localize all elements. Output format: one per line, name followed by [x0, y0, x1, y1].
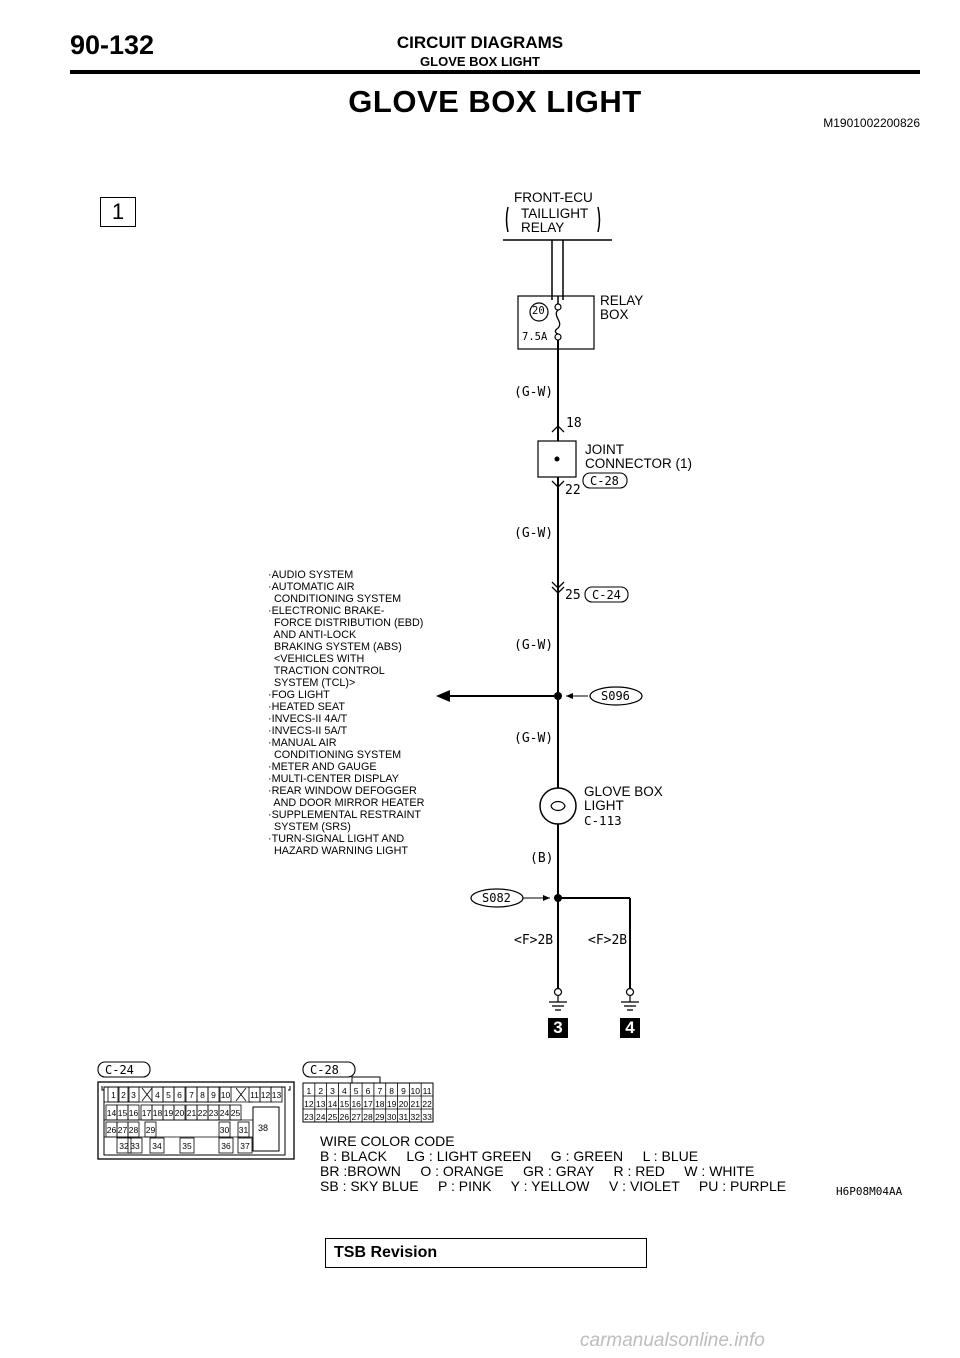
pin-number: 16	[351, 1099, 361, 1109]
wire-color-code-line2: BR :BROWN O : ORANGE GR : GRAY R : RED W : WHITE	[320, 1163, 755, 1179]
source-label-line1: FRONT-ECU	[514, 190, 593, 205]
pin-number: 13	[271, 1090, 282, 1100]
pin-number: 15	[339, 1099, 350, 1109]
wire-color-b: (B)	[530, 851, 554, 866]
system-item: ·MULTI-CENTER DISPLAY	[268, 773, 399, 785]
relay-box-label-line2: BOX	[600, 307, 629, 322]
system-item: ·SUPPLEMENTAL RESTRAINT	[268, 809, 421, 821]
pin-number: 16	[128, 1108, 139, 1118]
system-item: AND DOOR MIRROR HEATER	[268, 797, 425, 809]
pin-number: 29	[145, 1125, 156, 1135]
pin-number: 10	[220, 1090, 231, 1100]
wire-color-gw-3: (G-W)	[514, 638, 554, 653]
load-label-line2: LIGHT	[584, 798, 624, 813]
fuse-number: 20	[532, 305, 545, 317]
pin-number: 25	[327, 1112, 338, 1122]
c24-pin-38: 38	[258, 1123, 269, 1133]
load-label-line1: GLOVE BOX	[584, 784, 663, 799]
joint-pin-in: 18	[566, 416, 582, 431]
system-item: ·ELECTRONIC BRAKE-	[268, 605, 385, 617]
system-item: ·MANUAL AIR	[268, 737, 337, 749]
pin-number: 19	[386, 1099, 397, 1109]
system-item: ·INVECS-II 4A/T	[268, 713, 348, 725]
pin-number: 12	[260, 1090, 271, 1100]
pin-number: 22	[197, 1108, 208, 1118]
system-item: BRAKING SYSTEM (ABS)	[268, 641, 402, 653]
pin-number: 1	[111, 1090, 116, 1100]
fuse-terminal-bottom	[555, 334, 561, 340]
bulb-icon	[540, 788, 576, 824]
system-item: ·HEATED SEAT	[268, 701, 345, 713]
pin-number: 2	[318, 1086, 324, 1096]
pin-number: 26	[106, 1125, 117, 1135]
pin-number: 15	[117, 1108, 128, 1118]
fuse-terminal-top	[555, 304, 561, 310]
wire-color-gw-2: (G-W)	[514, 526, 554, 541]
pin-number: 6	[177, 1090, 182, 1100]
pin-number: 1	[306, 1086, 312, 1096]
joint-connector-dot	[555, 457, 560, 462]
pin-number: 24	[219, 1108, 230, 1118]
c24-pin: 25	[565, 588, 581, 603]
joint-pin-out: 22	[565, 483, 581, 498]
pin-number: 5	[166, 1090, 171, 1100]
pin-number: 18	[375, 1099, 385, 1109]
pin-number: 17	[141, 1108, 152, 1118]
pin-number: 11	[422, 1086, 432, 1096]
c28-view-label: C-28	[310, 1063, 339, 1077]
ground-id-left: 3	[548, 1018, 568, 1038]
system-item: ·AUDIO SYSTEM	[268, 569, 354, 581]
load-connector-ref: C-113	[584, 813, 622, 828]
pin-number: 14	[327, 1099, 338, 1109]
wire-color-gw-4: (G-W)	[514, 731, 554, 746]
pin-number: 29	[375, 1112, 385, 1122]
splice-s096-label: S096	[601, 689, 630, 703]
watermark: carmanualsonline.info	[580, 1330, 765, 1351]
pin-number: 30	[219, 1125, 230, 1135]
system-item: CONDITIONING SYSTEM	[268, 749, 402, 761]
pin-number: 30	[386, 1112, 397, 1122]
system-item: ·METER AND GAUGE	[268, 761, 377, 773]
ground-label-left: <F>2B	[514, 933, 554, 948]
system-item: ·TURN-SIGNAL LIGHT AND	[268, 833, 405, 845]
joint-label-line2: CONNECTOR (1)	[585, 456, 693, 471]
pin-number: 32	[410, 1112, 420, 1122]
pin-number: 8	[200, 1090, 205, 1100]
pin-number: 32	[119, 1141, 129, 1151]
pin-number: 23	[304, 1112, 314, 1122]
pin-number: 19	[163, 1108, 174, 1118]
figure-code: H6P08M04AA	[836, 1185, 903, 1198]
splice-s082-label: S082	[482, 891, 511, 905]
pin-number: 14	[106, 1108, 117, 1118]
pin-number: 7	[189, 1090, 194, 1100]
pin-number: 26	[339, 1112, 350, 1122]
document-code: M1901002200826	[823, 116, 920, 130]
fuse-rating: 7.5A	[522, 331, 548, 343]
system-item: SYSTEM (TCL)>	[268, 677, 356, 689]
pin-number: 28	[128, 1125, 139, 1135]
page-number: 90-132	[70, 30, 155, 60]
pin-number: 9	[211, 1090, 216, 1100]
connected-systems-list	[268, 569, 424, 857]
pin-number: 21	[410, 1099, 420, 1109]
pin-number: 2	[121, 1090, 126, 1100]
c24-view-label: C-24	[105, 1063, 134, 1077]
joint-connector-ref: C-28	[590, 474, 619, 488]
system-item: TRACTION CONTROL	[268, 665, 385, 677]
system-item: ·REAR WINDOW DEFOGGER	[268, 785, 417, 797]
system-item: AND ANTI-LOCK	[268, 629, 357, 641]
tsb-revision-label: TSB Revision	[334, 1244, 438, 1261]
pin-number: 9	[401, 1086, 406, 1096]
pin-number: 23	[208, 1108, 219, 1118]
system-item: ·INVECS-II 5A/T	[268, 725, 348, 737]
pin-number: 27	[351, 1112, 361, 1122]
source-label-line2: TAILLIGHT	[521, 206, 589, 221]
source-bracket-left	[507, 207, 509, 232]
pin-number: 20	[398, 1099, 409, 1109]
pin-number: 21	[186, 1108, 197, 1118]
source-bracket-right	[598, 207, 600, 232]
wire-color-code	[320, 1134, 786, 1194]
c24-connector-ref: C-24	[592, 588, 621, 602]
ground-id-right: 4	[620, 1018, 640, 1038]
branch-arrow-icon	[436, 690, 450, 702]
section-number-box: 1	[100, 197, 136, 227]
pin-number: 3	[330, 1086, 335, 1096]
pin-number: 4	[341, 1086, 347, 1096]
relay-box-label-line1: RELAY	[600, 293, 644, 308]
wire-color-code-line3: SB : SKY BLUE P : PINK Y : YELLOW V : VIOLET PU : PURPLE	[320, 1178, 787, 1194]
system-item: HAZARD WARNING LIGHT	[268, 845, 408, 857]
pin-number: 4	[155, 1090, 160, 1100]
wire-color-code-title: WIRE COLOR CODE	[320, 1133, 455, 1149]
pin-number: 31	[398, 1112, 409, 1122]
pin-number: 37	[240, 1141, 250, 1151]
pin-number: 33	[422, 1112, 432, 1122]
pin-number: 8	[389, 1086, 394, 1096]
pin-number: 11	[250, 1090, 259, 1100]
wire-color-gw-1: (G-W)	[514, 385, 554, 400]
source-label-line3: RELAY	[521, 220, 565, 235]
pin-number: 36	[221, 1141, 231, 1151]
system-item: ·FOG LIGHT	[268, 689, 330, 701]
pin-number: 13	[315, 1099, 326, 1109]
pin-number: 5	[353, 1086, 359, 1096]
section-subtitle: GLOVE BOX LIGHT	[420, 54, 540, 69]
system-item: ·AUTOMATIC AIR	[268, 581, 355, 593]
pin-number: 24	[315, 1112, 326, 1122]
system-item: FORCE DISTRIBUTION (EBD)	[268, 617, 424, 629]
ground-label-right: <F>2B	[588, 933, 628, 948]
ground-icon-left	[549, 989, 567, 1011]
pin-number: 27	[117, 1125, 128, 1135]
pin-number: 18	[152, 1108, 163, 1118]
joint-label-line1: JOINT	[585, 442, 624, 457]
pin-number: 3	[131, 1090, 136, 1100]
system-item: <VEHICLES WITH	[268, 653, 365, 665]
pin-number: 35	[182, 1141, 192, 1151]
section-title: CIRCUIT DIAGRAMS	[396, 33, 564, 52]
pin-number: 34	[152, 1141, 162, 1151]
pin-number: 22	[422, 1099, 432, 1109]
system-item: SYSTEM (SRS)	[268, 821, 351, 833]
pin-number: 33	[130, 1141, 140, 1151]
fuse-element-icon	[555, 310, 559, 334]
pin-number: 28	[363, 1112, 373, 1122]
pin-number: 12	[304, 1099, 314, 1109]
pin-number: 17	[363, 1099, 373, 1109]
pin-number: 7	[377, 1086, 383, 1096]
pin-number: 31	[238, 1125, 249, 1135]
system-item: CONDITIONING SYSTEM	[268, 593, 402, 605]
ground-icon-right	[621, 989, 639, 1011]
wire-color-code-line1: B : BLACK LG : LIGHT GREEN G : GREEN L : BLUE	[320, 1148, 699, 1164]
pin-number: 10	[410, 1086, 420, 1096]
pin-number: 25	[230, 1108, 241, 1118]
page-title: GLOVE BOX LIGHT	[348, 84, 642, 119]
pin-number: 6	[365, 1086, 371, 1096]
pin-number: 20	[174, 1108, 185, 1118]
